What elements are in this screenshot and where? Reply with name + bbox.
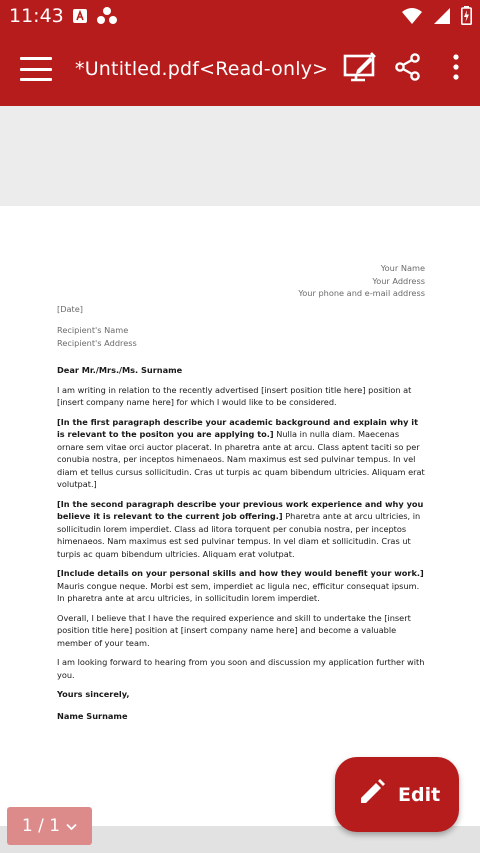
chevron-down-icon [66, 816, 77, 836]
recipient-line: Recipient's Name [57, 325, 129, 335]
paragraph-instruction: [In the second paragraph describe your previous work experience and why you believe it is relevant to the current job offering.] [57, 498, 424, 521]
paragraph-instruction: [In the first paragraph describe your academic background and explain why it is relevant to the positon you are applying to.] [57, 416, 419, 439]
menu-button[interactable] [16, 51, 56, 87]
paragraph-skills [57, 567, 425, 605]
paragraph-body: Mauris congue neque. Morbi est sem, imperdiet ac ligula nec, efficitur consequat ipsum. In pharetra ante at arcu ultricies, in sollicitudin lorem imperdiet. [57, 580, 420, 603]
letter-date: [Date] [57, 303, 83, 314]
cellular-signal-icon [433, 7, 451, 30]
battery-icon [461, 6, 472, 30]
paragraph-intro: I am writing in relation to the recently advertised [insert position title here] position at [insert company name here] for which I would like to be considered. [57, 384, 412, 407]
app-notification-icon [96, 6, 118, 31]
more-options-icon [452, 54, 460, 85]
paragraph-experience [57, 498, 425, 561]
page-indicator[interactable] [7, 807, 92, 845]
recipient-line: Recipient's Address [57, 337, 137, 348]
hamburger-line [20, 68, 52, 71]
more-options-button[interactable] [439, 52, 473, 86]
status-bar [0, 0, 480, 32]
pdf-page[interactable] [0, 206, 480, 826]
hamburger-line [20, 78, 52, 81]
annotate-screen-icon [343, 51, 377, 88]
annotate-screen-button[interactable] [343, 52, 377, 86]
paragraph-instruction: [Include details on your personal skills and how they would benefit your work.] [57, 568, 424, 578]
paragraph-body: Nulla in nulla diam. Maecenas ornare sem vitae orci auctor placerat. In pharetra ante at arcu. Class aptent taciti so per conubia nostra, per inceptos himenaeos. Nam maximus est sed pulvinar tempus. In vel diam et tellus cursus sollicitudin. Cras ut turpis ac quam bibendum ultricies. Aliquam erat volutpat.] [57, 429, 425, 489]
status-time: 11:43 [9, 5, 64, 27]
closing: Yours sincerely, [57, 689, 130, 699]
sender-line: Your Name [380, 263, 425, 273]
signature: Name Surname [57, 710, 128, 721]
paragraph-overall: Overall, I believe that I have the required experience and skill to undertake the [insert position title here] position at [insert company name here] and become a valuable member of your team. [57, 612, 411, 648]
font-notification-icon [72, 8, 88, 29]
app-bar [0, 32, 480, 106]
recipient-block [57, 324, 425, 349]
share-icon [394, 53, 422, 86]
paragraph-closing-remark: I am looking forward to hearing from you soon and discussion my application further with you. [57, 657, 425, 680]
share-button[interactable] [391, 52, 425, 86]
paragraph-body: Pharetra ante at arcu ultricies, in sollicitudin lorem imperdiet. Class ad litora torquent per conubia nostra, per inceptos himenaeos. Nam maximus est sed pulvinar tempus. In vel diam et sollicitudin. Cras ut turpis ac quam bibendum ultricies. Aliquam erat volutpat. [57, 511, 421, 559]
edit-button[interactable] [335, 757, 459, 832]
sender-line: Your phone and e-mail address [298, 288, 425, 298]
status-notification-icons [72, 6, 118, 31]
page-indicator-label: 1 / 1 [21, 816, 61, 836]
pencil-icon [359, 779, 385, 810]
sender-line: Your Address [372, 275, 425, 286]
viewer-background [0, 106, 480, 206]
salutation: Dear Mr./Mrs./Ms. Surname [57, 365, 183, 375]
sender-block [57, 262, 425, 300]
letter-content [57, 262, 425, 722]
edit-button-label: Edit [398, 783, 441, 806]
paragraph-academic [57, 416, 425, 491]
hamburger-line [20, 57, 52, 60]
wifi-icon [401, 7, 423, 30]
status-system-icons [401, 6, 472, 30]
document-title: *Untitled.pdf<Read-only> [75, 58, 329, 80]
